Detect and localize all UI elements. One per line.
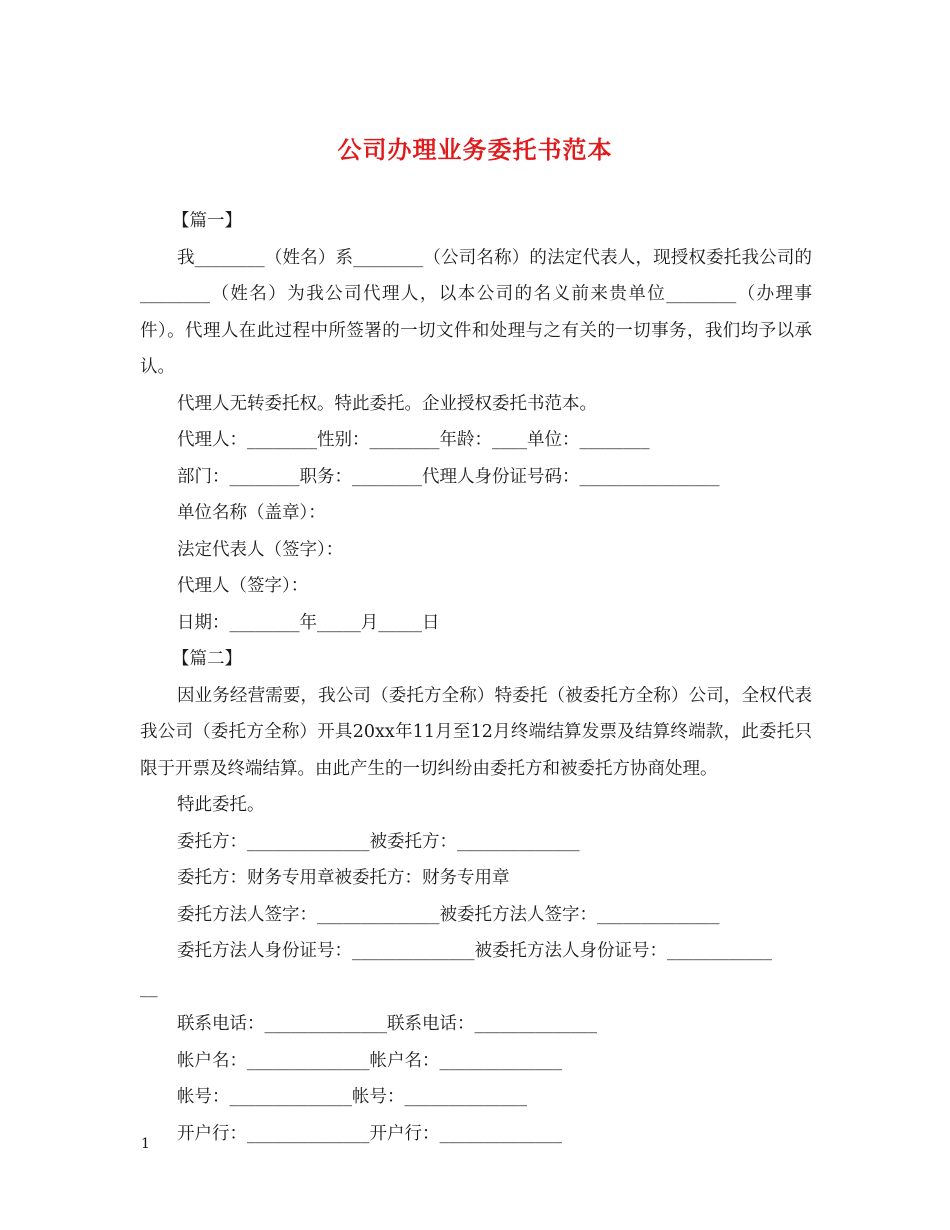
account-name-line: 帐户名：______________帐户名：______________ xyxy=(177,1050,562,1071)
unit-name-stamp-line: 单位名称（盖章）： xyxy=(177,503,326,523)
account-number-line: 帐号：______________帐号：______________ xyxy=(177,1087,527,1107)
section2-heading: 【篇二】 xyxy=(172,649,242,669)
section1-paragraph-2: 代理人无转委托权。特此委托。企业授权委托书范本。 xyxy=(177,393,597,414)
agent-signature-line: 代理人（签字）： xyxy=(177,576,309,596)
page-number: 1 xyxy=(141,1136,150,1152)
section1-heading: 【篇一】 xyxy=(172,211,242,231)
finance-seal-line: 委托方：财务专用章被委托方：财务专用章 xyxy=(177,868,510,888)
legal-person-id-line: 委托方法人身份证号：______________被委托方法人身份证号：____________ xyxy=(177,941,772,961)
document-body xyxy=(140,203,812,1152)
section2-paragraph-1: 因业务经营需要，我公司（委托方全称）特委托（被委托方全称）公司，全权代表我公司（委托方全称）开具20xx年11月至12月终端结算发票及结算终端款，此委托只限于开票及终端结算。由此产生的一切纠纷由委托方和被委托方协商处理。 xyxy=(140,685,812,779)
legal-person-id-line-continuation: __ xyxy=(140,977,158,998)
legal-representative-signature-line: 法定代表人（签字）： xyxy=(177,539,344,560)
bank-line: 开户行：______________开户行：______________ xyxy=(177,1123,562,1144)
contact-phone-line: 联系电话：______________联系电话：______________ xyxy=(177,1014,597,1034)
date-line: 日期：________年_____月_____日 xyxy=(177,612,440,633)
department-line: 部门：________职务：________代理人身份证号码：________________ xyxy=(177,466,720,487)
section1-paragraph-1: 我________（姓名）系________（公司名称）的法定代表人，现授权委托我公司的________（姓名）为我公司代理人，以本公司的名义前来贵单位________（办理事件）。代理人在此过程中所签署的一切文件和处理与之有关的一切事务，我们均予以承认。 xyxy=(140,247,812,377)
document-title: 公司办理业务委托书范本 xyxy=(337,136,613,164)
principal-agent-line: 委托方：______________被委托方：______________ xyxy=(177,831,580,852)
legal-person-signature-line: 委托方法人签字：______________被委托方法人签字：______________ xyxy=(177,904,720,925)
section2-paragraph-2: 特此委托。 xyxy=(177,795,265,815)
agent-info-line: 代理人：________性别：________年龄：____单位：________ xyxy=(177,430,650,450)
